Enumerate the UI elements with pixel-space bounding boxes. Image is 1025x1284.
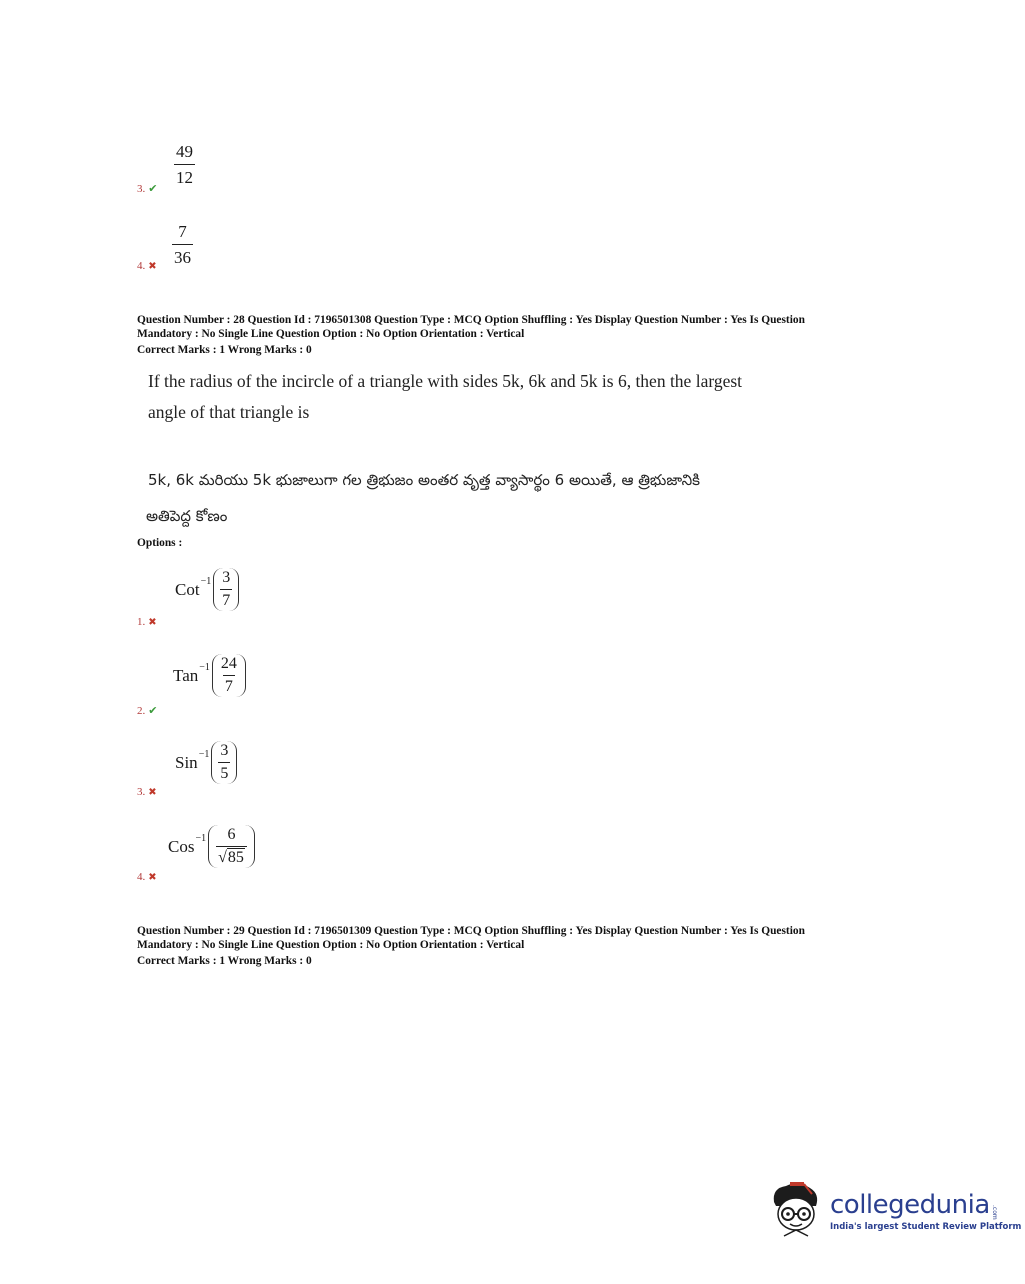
prev-option-4-label: 4. ✖: [137, 260, 157, 272]
prev-option-4-value: $\frac{7}{36}$: [174, 222, 191, 267]
prev-option-3-label: 3. ✔: [137, 182, 158, 195]
question-28-english-line2: angle of that triangle is: [148, 402, 310, 422]
square-root: √85: [218, 849, 244, 866]
check-icon: ✔: [148, 705, 158, 717]
question-28-telugu-line1: 5k, 6k మరియు 5k భుజాలుగా గల త్రిభుజం అంతర వృత్త వ్యాసార్థం 6 అయితే, ఆ త్రిభుజానికి: [148, 471, 700, 489]
option-4-value: Cos $^{-1}$ $\frac{6}{√85}$: [168, 825, 255, 868]
cross-icon: ✖: [148, 260, 157, 272]
question-28-english-line1: If the radius of the incircle of a triangle with sides 5k, 6k and 5k is 6, then the largest: [148, 371, 743, 391]
logo-tagline: India's largest Student Review Platform: [830, 1222, 1022, 1232]
option-4-label: 4. ✖: [137, 871, 157, 883]
cross-icon: ✖: [148, 786, 157, 798]
option-1-label: 1. ✖: [137, 616, 157, 628]
mascot-icon: [768, 1180, 824, 1242]
logo-name: collegedunia: [830, 1190, 990, 1220]
option-3-value: Sin $^{-1}$ $\frac{3}{5}$: [175, 741, 237, 784]
collegedunia-logo[interactable]: [768, 1180, 1021, 1242]
option-2-label: 2. ✔: [137, 704, 158, 717]
option-2-value: Tan $^{-1}$ $\frac{24}{7}$: [173, 654, 246, 697]
cross-icon: ✖: [148, 871, 157, 883]
logo-text-block: [830, 1190, 1021, 1232]
question-29-meta: Question Number : 29 Question Id : 7196501309 Question Type : MCQ Option Shuffling : Yes Display Question Number : Yes Is Question Mandatory : No Single Line Question Option : No Option Orientation : Vertical Correct Marks : 1 Wrong Marks : 0: [137, 925, 805, 967]
option-3-label: 3. ✖: [137, 786, 157, 798]
cross-icon: ✖: [148, 616, 157, 628]
question-28-telugu-line2: అతిపెద్ద కోణం: [146, 507, 228, 525]
options-label: Options :: [137, 537, 183, 549]
check-icon: ✔: [148, 183, 158, 195]
logo-suffix: .com: [990, 1205, 998, 1220]
question-28-meta: Question Number : 28 Question Id : 7196501308 Question Type : MCQ Option Shuffling : Yes Display Question Number : Yes Is Question Mandatory : No Single Line Question Option : No Option Orientation : Vertical Correct Marks : 1 Wrong Marks : 0: [137, 314, 805, 356]
option-1-value: Cot $^{-1}$ $\frac{3}{7}$: [175, 568, 239, 611]
prev-option-3-value: $\frac{49}{12}$: [176, 142, 193, 187]
